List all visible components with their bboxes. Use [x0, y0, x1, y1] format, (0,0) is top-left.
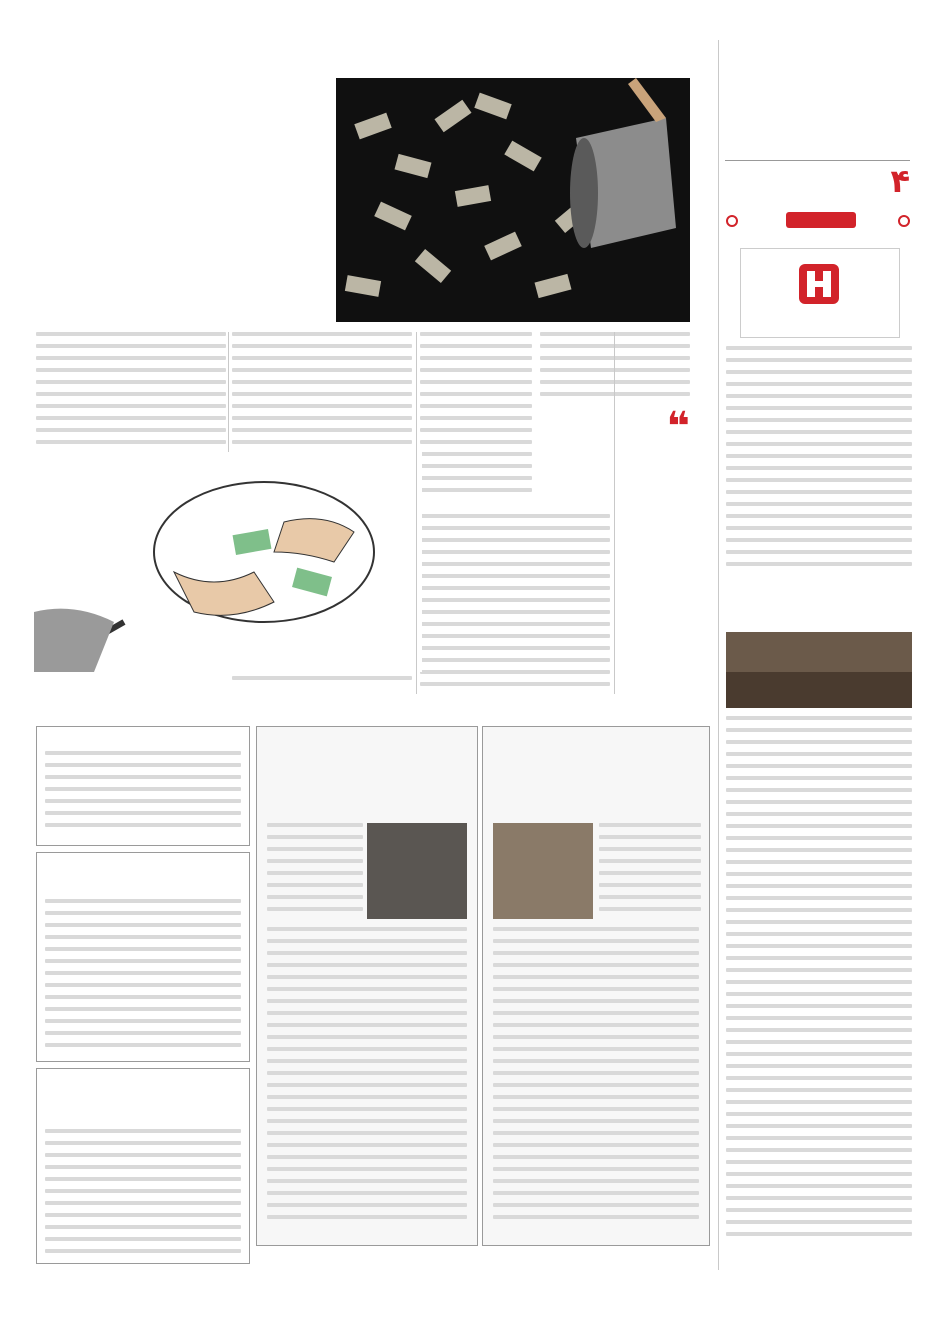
- sidebar-headline: [726, 208, 912, 248]
- story2-body: [267, 823, 363, 919]
- story2-headline: [267, 757, 467, 817]
- article-col-5: [232, 676, 412, 696]
- main-subhead: [36, 296, 330, 316]
- notice-box-2: [36, 852, 250, 1062]
- notice2-title: [45, 859, 241, 895]
- notice-box-1: [36, 726, 250, 846]
- story2-photo: [367, 823, 467, 919]
- col-divider-1: [614, 332, 615, 694]
- sidebar-body-2: [726, 716, 912, 1261]
- col-divider-3: [228, 332, 229, 452]
- sidebar-meeting-photo: [726, 632, 912, 708]
- handshake-illustration: [34, 452, 422, 672]
- story2-kicker: [267, 737, 467, 753]
- bank-logo-box: [740, 248, 900, 338]
- story-box-budget: [482, 726, 710, 1246]
- notice1-body: [45, 751, 241, 841]
- notice1-title: [45, 733, 241, 747]
- article-col-2: [420, 332, 532, 502]
- notice3-title: [45, 1075, 241, 1125]
- notice2-body: [45, 899, 241, 1057]
- story2-body-2: [267, 927, 467, 1237]
- hero-photo-money: [336, 78, 690, 322]
- page-number: ۴: [890, 162, 910, 200]
- story-box-currency: [256, 726, 478, 1246]
- notice3-body: [45, 1129, 241, 1259]
- money-bucket-illustration: [336, 78, 690, 322]
- sidebar-body-1: [726, 346, 912, 576]
- bank-logo-icon: [789, 259, 849, 314]
- masthead-date-line: [725, 142, 910, 156]
- story1-photo: [493, 823, 593, 919]
- section-title: [742, 168, 872, 198]
- story1-body-2: [493, 927, 699, 1237]
- sidebar-divider: [718, 40, 719, 1270]
- masthead-logo: [725, 50, 910, 140]
- article-col-1: [540, 332, 690, 404]
- pull-quote: [622, 450, 690, 600]
- story1-kicker: [493, 737, 699, 753]
- notice-box-3: [36, 1068, 250, 1264]
- story1-headline: [493, 757, 699, 817]
- story1-body: [599, 823, 701, 919]
- bank-logo-caption: [781, 313, 861, 329]
- main-headline: [28, 206, 330, 294]
- article-col-3: [232, 332, 412, 452]
- pull-quote-mark: ❝: [666, 404, 690, 450]
- sidebar-story2-headline: [726, 584, 912, 630]
- col-divider-2: [416, 332, 417, 694]
- article-col-1b: [420, 514, 610, 692]
- headline-kicker: [40, 186, 330, 204]
